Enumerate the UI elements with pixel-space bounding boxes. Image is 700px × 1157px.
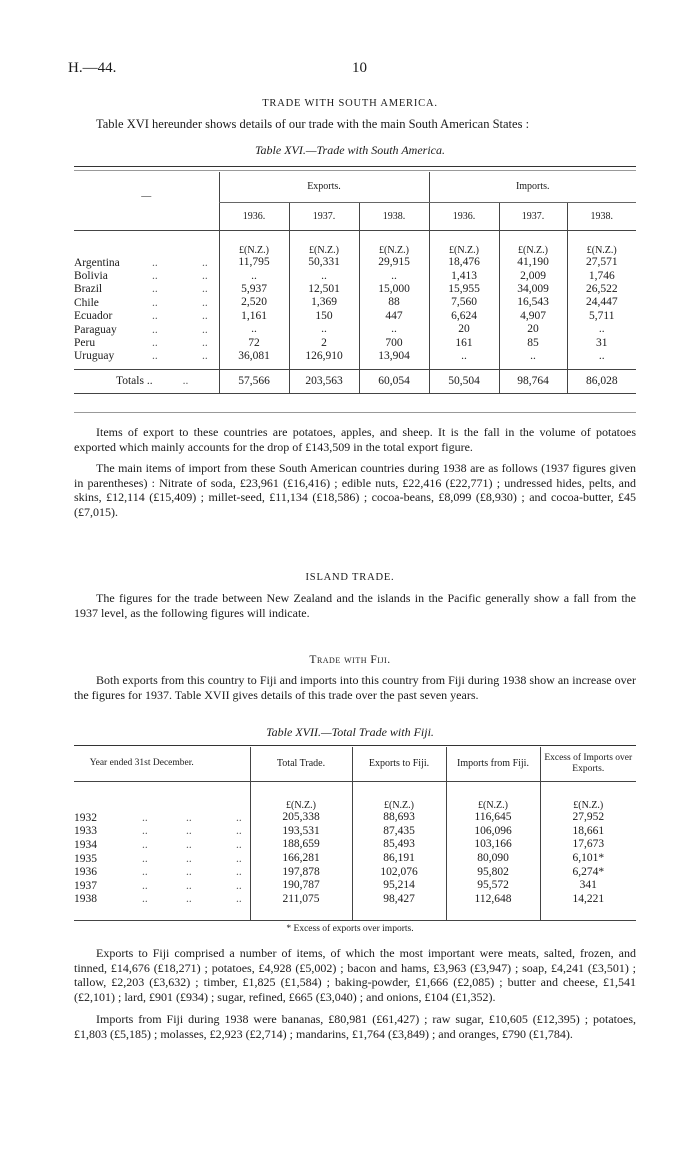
trade-value: 86,191 [352,852,446,866]
leader-dots: .. [186,811,192,824]
table-xvi-stub-header [74,202,219,230]
unit-label: £(N.Z.) [499,230,567,256]
imports-paragraph: The main items of import from these South American countries during 1938 are as follows (1937 figures given in parentheses) : Nitrate of soda, £23,961 (£16,416) ; edible nuts, £22,416 (£22,771) ; undressed hides, pelts, and skins, £12,114 (£15,409) ; millet-seed, £11,134 (£18,586) ; cocoa-beans, £8,099 (£8,930) ; and cocoa-butter, £45 (£7,015). [74,461,636,519]
unit-label: £(N.Z.) [219,230,289,256]
leader-dots: .. [202,323,208,336]
trade-value: 6,274* [540,865,636,879]
leader-dots: .. [142,866,148,879]
trade-value: 34,009 [499,283,567,296]
trade-value: 211,075 [250,893,352,907]
exports-paragraph: Items of export to these countries are potatoes, apples, and sheep. It is the fall in the volume of potatoes exported which mainly accounts for the drop of £143,509 in the total export figure. [74,425,636,454]
year-row [74,852,636,866]
trade-value: 166,281 [250,852,352,866]
unit-label: £(N.Z.) [250,781,352,811]
leader-dots: .. [202,350,208,363]
trade-value: 161 [429,336,499,349]
country-name: Uruguay .. .. [74,350,208,363]
exports-to-fiji-header: Exports to Fiji. [352,747,446,781]
leader-dots: .. [152,337,158,350]
unit-label: £(N.Z.) [352,781,446,811]
trade-value: 126,910 [289,350,359,363]
year-header: 1936. [219,202,289,230]
country-row [74,296,636,309]
trade-value: 15,000 [359,283,429,296]
leader-dots: .. [142,893,148,906]
exports-group-header: Exports. [219,172,429,202]
year-row [74,893,636,907]
trade-value: 106,096 [446,825,540,839]
table-xvii-footnote: * Excess of exports over imports. [286,924,414,934]
leader-dots: .. [186,866,192,879]
leader-dots: .. [152,350,158,363]
island-trade-paragraph [74,591,636,620]
year-cell: 1935 .. .. .. [74,852,242,865]
trade-value: 29,915 [359,256,429,269]
year-cell: 1938 .. .. .. [74,893,242,906]
table-xvii [74,747,636,921]
trade-value: 116,645 [446,811,540,825]
trade-value: .. [429,350,499,363]
section-heading-fiji: Trade with Fiji. [309,654,391,666]
leader-dots: .. [152,283,158,296]
trade-value: 85 [499,336,567,349]
table-xvi-bottom-rule [74,412,636,413]
trade-value: 13,904 [359,350,429,363]
country-name: Argentina .. .. [74,256,208,269]
country-name: Bolivia .. .. [74,270,208,283]
leader-dots: .. [186,852,192,865]
trade-value: 2 [289,336,359,349]
trade-value: 6,101* [540,852,636,866]
leader-dots: .. [186,893,192,906]
trade-value: 88 [359,296,429,309]
trade-value: 447 [359,310,429,323]
year-row [74,865,636,879]
trade-value: 193,531 [250,825,352,839]
fiji-trade-paragraphs [74,946,636,1042]
year-cell: 1933 .. .. .. [74,825,242,838]
year-header: 1938. [359,202,429,230]
trade-value: 18,476 [429,256,499,269]
trade-value: 95,214 [352,879,446,893]
year-row [74,879,636,893]
leader-dots: .. [236,838,242,851]
trade-value: .. [289,323,359,336]
section-heading-island-trade: ISLAND TRADE. [305,572,395,583]
leader-dots: .. [152,296,158,309]
country-row [74,283,636,296]
fiji-imports-paragraph: Imports from Fiji during 1938 were bananas, £80,981 (£61,427) ; raw sugar, £10,605 (£12,395) ; potatoes, £1,803 (£5,185) ; molasses, £2,923 (£2,714) ; mandarins, £1,764 (£3,849) ; and oranges, £790 (£1,784). [74,1012,636,1041]
country-name: Chile .. .. [74,296,208,309]
leader-dots: .. [236,893,242,906]
fiji-intro-paragraph [74,673,636,702]
total-value: 57,566 [219,369,289,393]
trade-value: .. [567,350,636,363]
year-cell: 1937 .. .. .. [74,879,242,892]
year-header: 1938. [567,202,636,230]
imports-from-fiji-header: Imports from Fiji. [446,747,540,781]
leader-dots: .. [152,323,158,336]
country-name: Brazil .. .. [74,283,208,296]
trade-value: 197,878 [250,865,352,879]
leader-dots: .. [142,811,148,824]
trade-value: 1,369 [289,296,359,309]
trade-value: 15,955 [429,283,499,296]
trade-value: 95,802 [446,865,540,879]
leader-dots: .. [236,879,242,892]
trade-value: 50,331 [289,256,359,269]
trade-value: 5,711 [567,310,636,323]
unit-label: £(N.Z.) [429,230,499,256]
country-row [74,336,636,349]
trade-value: 5,937 [219,283,289,296]
trade-value: 88,693 [352,811,446,825]
trade-value: 20 [499,323,567,336]
leader-dots: .. [142,838,148,851]
trade-value: 11,795 [219,256,289,269]
year-column-header: Year ended 31st December. [89,758,194,769]
unit-label: £(N.Z.) [540,781,636,811]
leader-dots: .. [202,310,208,323]
country-row [74,256,636,269]
country-row [74,323,636,336]
south-america-intro: Table XVI hereunder shows details of our trade with the main South American States : [96,117,530,131]
totals-row [74,369,636,393]
trade-value: 18,661 [540,825,636,839]
year-header: 1937. [289,202,359,230]
year-row [74,825,636,839]
south-america-paragraphs [74,425,636,520]
trade-value: .. [289,269,359,282]
trade-value: 7,560 [429,296,499,309]
table-xvi-top-rule [74,166,636,167]
leader-dots: .. [152,256,158,269]
table-xvi-corner: — [141,191,152,202]
country-name: Peru .. .. [74,337,208,350]
leader-dots: .. [142,825,148,838]
country-row [74,350,636,363]
trade-value: 27,571 [567,256,636,269]
fiji-intro-text: Both exports from this country to Fiji and imports into this country from Fiji during 1938 show an increase over the figures for 1937. Table XVII gives details of this trade over the past seven years. [74,673,636,702]
leader-dots: .. [236,825,242,838]
trade-value: 4,907 [499,310,567,323]
total-value: 60,054 [359,369,429,393]
trade-value: 103,166 [446,838,540,852]
total-value: 86,028 [567,369,636,393]
trade-value: .. [219,323,289,336]
trade-value: 1,746 [567,269,636,282]
leader-dots: .. [202,270,208,283]
leader-dots: .. [142,852,148,865]
trade-value: 6,624 [429,310,499,323]
trade-value: 17,673 [540,838,636,852]
country-row [74,269,636,282]
leader-dots: .. [202,296,208,309]
leader-dots: .. [186,879,192,892]
year-cell: 1936 .. .. .. [74,866,242,879]
total-value: 98,764 [499,369,567,393]
country-name: Ecuador .. .. [74,310,208,323]
year-cell: 1934 .. .. .. [74,838,242,851]
trade-value: 341 [540,879,636,893]
trade-value: 14,221 [540,893,636,907]
trade-value: 27,952 [540,811,636,825]
trade-value: 700 [359,336,429,349]
trade-value: 31 [567,336,636,349]
trade-value: 24,447 [567,296,636,309]
country-name: Paraguay .. .. [74,323,208,336]
leader-dots: .. [202,256,208,269]
year-row [74,811,636,825]
trade-value: 2,520 [219,296,289,309]
trade-value: 16,543 [499,296,567,309]
trade-value: .. [359,269,429,282]
trade-value: 80,090 [446,852,540,866]
trade-value: 150 [289,310,359,323]
leader-dots: .. [186,825,192,838]
year-header: 1936. [429,202,499,230]
trade-value: 87,435 [352,825,446,839]
table-xvii-body [74,811,636,906]
imports-group-header: Imports. [429,172,636,202]
trade-value: 1,413 [429,269,499,282]
year-cell: 1932 .. .. .. [74,811,242,824]
table-xvii-caption: Table XVII.—Total Trade with Fiji. [266,725,434,739]
leader-dots: .. [236,811,242,824]
page-number: 10 [352,60,367,76]
trade-value: 112,648 [446,893,540,907]
trade-value: 72 [219,336,289,349]
trade-value: .. [359,323,429,336]
total-value: 50,504 [429,369,499,393]
unit-label: £(N.Z.) [289,230,359,256]
leader-dots: .. [202,283,208,296]
leader-dots: .. [186,838,192,851]
table-xvi-body [74,256,636,363]
leader-dots: .. [142,879,148,892]
trade-value: 20 [429,323,499,336]
trade-value: 188,659 [250,838,352,852]
trade-value: 98,427 [352,893,446,907]
unit-row-stub [74,230,219,256]
trade-value: 205,338 [250,811,352,825]
excess-header: Excess of Imports over Exports. [540,747,636,781]
total-value: 203,563 [289,369,359,393]
trade-value: 12,501 [289,283,359,296]
unit-label: £(N.Z.) [567,230,636,256]
fiji-exports-paragraph: Exports to Fiji comprised a number of items, of which the most important were meats, salted, frozen, and tinned, £14,676 (£18,271) ; potatoes, £4,928 (£5,002) ; bacon and hams, £3,963 (£3,947) ; soap, £4,241 (£3,501) ; tallow, £2,203 (£3,632) ; timber, £1,825 (£1,584) ; baking-powder, £1,666 (£2,085) ; butter and cheese, £1,541 (£2,101) ; lard, £901 (£934) ; sugar, refined, £665 (£3,040) ; and onions, £104 (£1,352). [74,946,636,1004]
trade-value: 102,076 [352,865,446,879]
trade-value: 190,787 [250,879,352,893]
leader-dots: .. [202,337,208,350]
leader-dots: .. [236,866,242,879]
table-xvi [74,172,636,394]
trade-value: 2,009 [499,269,567,282]
section-heading-south-america: TRADE WITH SOUTH AMERICA. [262,98,438,109]
trade-value: .. [567,323,636,336]
total-trade-header: Total Trade. [250,747,352,781]
country-row [74,310,636,323]
unit-label: £(N.Z.) [359,230,429,256]
leader-dots: .. [152,310,158,323]
table-xvii-top-rule [74,745,636,746]
unit-label: £(N.Z.) [446,781,540,811]
table-xvi-top-rule-2 [74,170,636,171]
trade-value: 95,572 [446,879,540,893]
trade-value: .. [219,269,289,282]
trade-value: 26,522 [567,283,636,296]
trade-value: .. [499,350,567,363]
document-reference: H.—44. [68,60,117,76]
trade-value: 85,493 [352,838,446,852]
totals-label: Totals .. .. [116,375,189,388]
island-trade-text: The figures for the trade between New Zealand and the islands in the Pacific generally show a fall from the 1937 level, as the following figures will indicate. [74,591,636,620]
table-xvi-caption: Table XVI.—Trade with South America. [254,143,445,157]
year-row [74,838,636,852]
year-header: 1937. [499,202,567,230]
leader-dots: .. [236,852,242,865]
trade-value: 1,161 [219,310,289,323]
trade-value: 41,190 [499,256,567,269]
leader-dots: .. [152,270,158,283]
unit-row-stub [74,781,250,811]
trade-value: 36,081 [219,350,289,363]
